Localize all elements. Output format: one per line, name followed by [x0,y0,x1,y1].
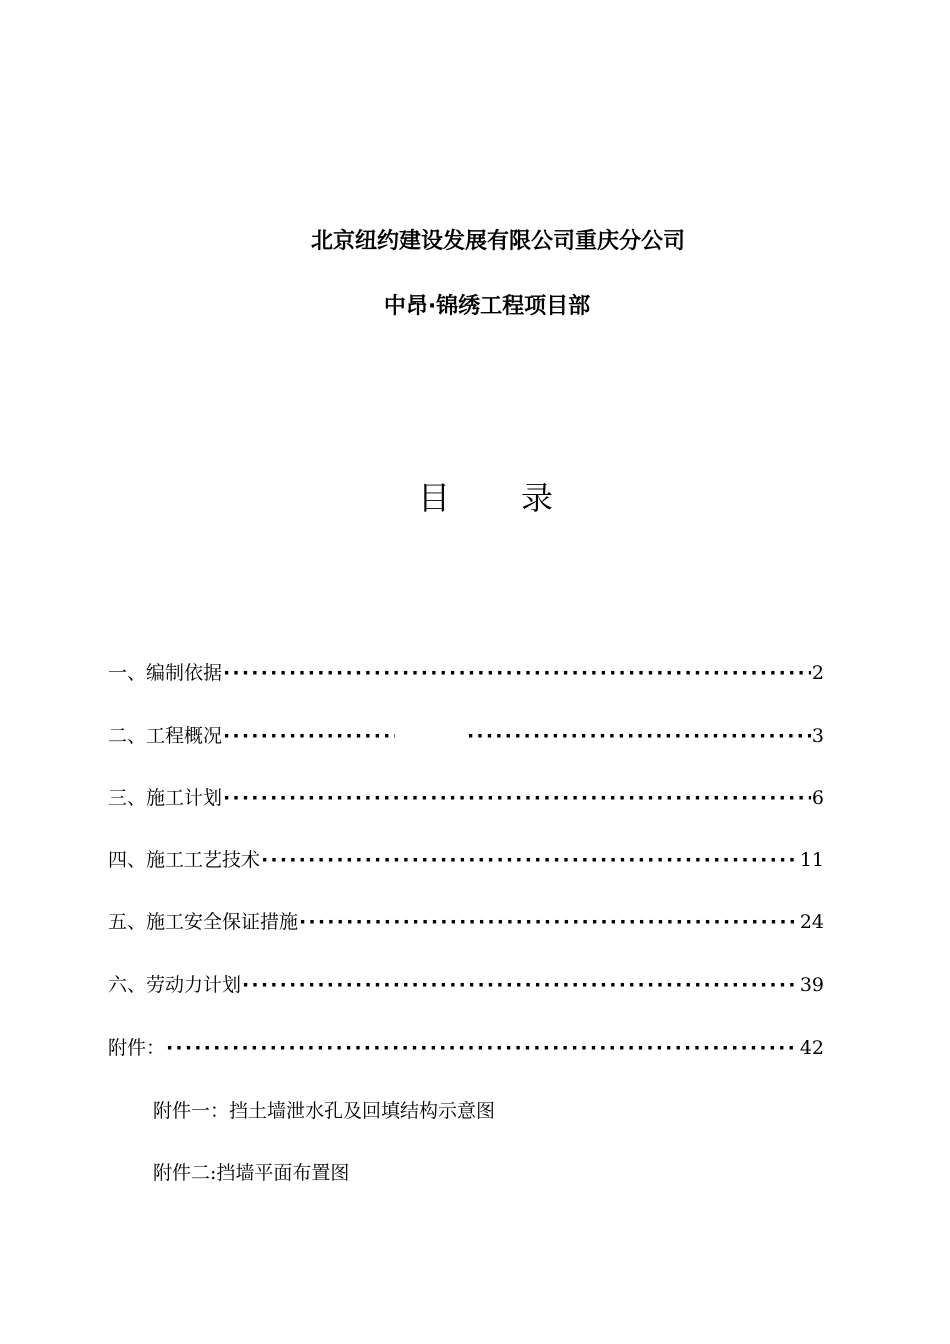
toc-leader-dots [242,971,799,999]
project-department: 中昂·锦绣工程项目部 [383,294,591,319]
toc-leader-dots [223,659,811,687]
toc-title-char-2: 录 [521,479,554,517]
toc-leader-dots [223,784,811,812]
toc-entry-label: 四、施工工艺技术 [108,849,261,871]
toc-entry-page: 42 [799,1037,824,1059]
toc-entry-label: 附件： [108,1037,166,1059]
toc-entry-3[interactable] [108,784,824,812]
company-name: 北京纽约建设发展有限公司重庆分公司 [310,229,685,254]
toc-entry-2[interactable] [108,722,824,750]
toc-entry-page: 3 [811,725,824,747]
toc-entry-label: 三、施工计划 [108,787,223,809]
toc-entry-7[interactable] [108,1034,824,1062]
appendix-item-2: 附件二:挡墙平面布置图 [153,1162,350,1184]
toc-entry-page: 2 [811,662,824,684]
toc-entry-label: 二、工程概况 [108,725,223,747]
toc-entry-page: 24 [799,911,824,933]
toc-entry-label: 六、劳动力计划 [108,974,242,996]
appendix-item-1: 附件一：挡土墙泄水孔及回填结构示意图 [153,1100,496,1122]
toc-leader-dots [166,1034,799,1062]
toc-entry-label: 五、施工安全保证措施 [108,911,299,933]
toc-leader-dots [299,908,799,936]
toc-leader-dots [261,846,799,874]
toc-entry-page: 6 [811,787,824,809]
toc-title [0,475,950,525]
toc-leader-dots [222,722,812,750]
toc-entry-4[interactable] [108,846,824,874]
toc-entry-5[interactable] [108,908,824,936]
toc-entry-6[interactable] [108,971,824,999]
toc-entry-page: 11 [799,849,824,871]
toc-title-char-1: 目 [418,479,451,517]
toc-entry-1[interactable] [108,659,824,687]
toc-entry-label: 一、编制依据 [108,662,223,684]
toc-entry-page: 39 [799,974,824,996]
